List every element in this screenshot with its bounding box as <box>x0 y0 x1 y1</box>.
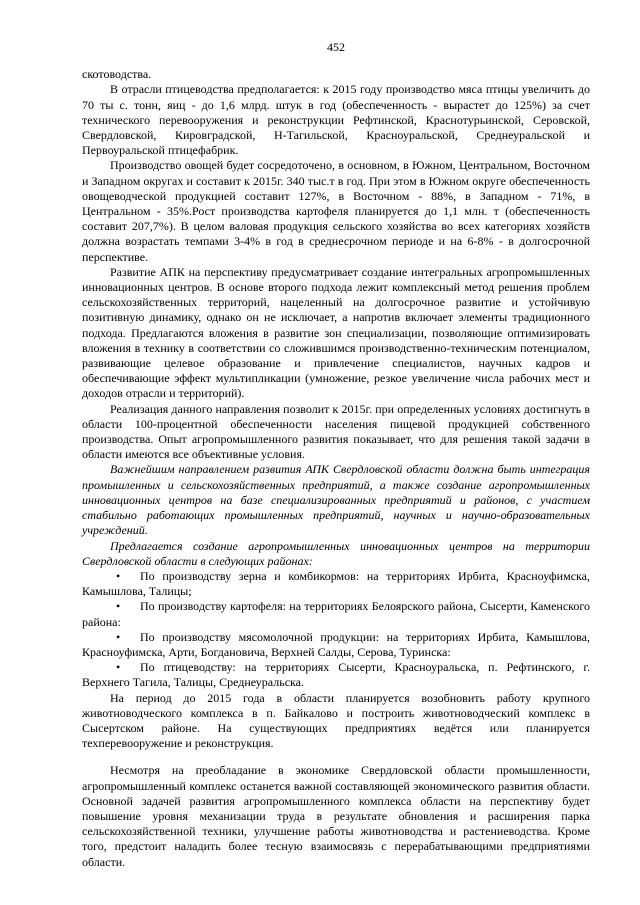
paragraph-implementation: Реализация данного направления позволит к 2015г. при определенных условиях достигнуть в области 100-процентной обеспеченности населения пищевой продукцией собственного производства. Опыт агропромышленного развития показывает, что для решения такой задачи в области имеются все объективные условия. <box>82 401 590 462</box>
paragraph-livestock-complex: На период до 2015 года в области планируется возобновить работу крупного животноводческого комплекса в п. Байкалово и построить животноводческий комплекс в Сысертском районе. На существующих предприятиях ведётся или планируется техперевооружение и реконструкция. <box>82 690 590 751</box>
page-number: 452 <box>327 40 345 54</box>
bullet-text: По производству мясомолочной продукции: на территориях Ирбита, Камышлова, Красноуфимска, Арти, Богдановича, Верхней Салды, Серова, Туринска: <box>82 629 590 659</box>
bullet-icon: • <box>116 568 121 583</box>
bullet-item-potato <box>82 599 590 629</box>
bullet-icon: • <box>116 599 121 614</box>
bullet-item-poultry <box>82 660 590 690</box>
bullet-text: По производству картофеля: на территориях Белоярского района, Сысерти, Каменского района: <box>82 599 590 629</box>
bullet-text: По птицеводству: на территориях Сысерти, Красноуральска, п. Рефтинского, г. Верхнего Тагила, Талицы, Среднеуральска. <box>82 660 590 690</box>
paragraph-centers-intro: Предлагается создание агропромышленных инновационных центров на территории Свердловской области в следующих районах: <box>82 538 590 568</box>
bullet-icon: • <box>116 629 121 644</box>
paragraph-vegetables: Производство овощей будет сосредоточено, в основном, в Южном, Центральном, Восточном и Западном округах и составит к 2015г. 340 тыс.т в год. При этом в Южном округе обеспеченность овощеводческой продукцией составит 127%, в Восточном - 88%, в Западном - 71%, в Центральном - 35%.Рост производства картофеля планируется до 1,1 млн. т (обеспеченность составит 207,7%). В целом валовая продукция сельского хозяйства во всех категориях хозяйств должна возрастать темпами 3-4% в год в среднесрочном периоде и на 6-8% - в долгосрочной перспективе. <box>82 158 590 264</box>
bullet-item-grain <box>82 569 590 599</box>
paragraph-conclusion: Несмотря на преобладание в экономике Свердловской области промышленности, агропромышленный комплекс останется важной составляющей экономического развития области. Основной задачей развития агропромышленного комплекса области на перспективу будет повышение уровня механизации труда в результате обновления и расширения парка сельскохозяйственной техники, улучшение работы животноводства и растениеводства. Кроме того, предстоит наладить более тесную взаимосвязь с перерабатывающими предприятиями области. <box>82 763 590 869</box>
paragraph-poultry: В отрасли птицеводства предполагается: к 2015 году производство мяса птицы увеличить до 70 ты с. тонн, яиц - до 1,6 млрд. штук в год (обеспеченность - вырастет до 125%) за счет технического перевооружения и реконструкции Рефтинской, Краснотурьинской, Серовской, Свердловской, Кировградской, Н-Тагильской, Красноуральской, Среднеуральской и Первоуральской птицефабрик. <box>82 82 590 158</box>
paragraph-continuation: скотоводства. <box>82 67 152 82</box>
bullet-text: По производству зерна и комбикормов: на территориях Ирбита, Красноуфимска, Камышлова, Талицы; <box>82 568 590 599</box>
bullet-item-meat-dairy <box>82 630 590 660</box>
paragraph-apk-development: Развитие АПК на перспективу предусматривает создание интегральных агропромышленных инновационных центров. В основе второго подхода лежит комплексный метод решения проблем сельскохозяйственных территорий, нацеленный на долгосрочное развитие и устойчивую позитивную динамику, однако он не исключает, а напротив включает элементы традиционного подхода. Предлагаются вложения в развитие зон специализации, позволяющие оптимизировать вложения в технику в соответствии со сложившимся производственно-техническим потенциалом, развивающие целевое образование и привлечение специалистов, научных кадров и обеспечивающие эффект мультипликации (умножение, резкое увеличение числа рабочих мест и доходов отрасли и территорий). <box>82 264 590 401</box>
bullet-icon: • <box>116 660 121 675</box>
paragraph-integration: Важнейшим направлением развития АПК Свердловской области должна быть интеграция промышленных и сельскохозяйственных предприятий, а также создание агропромышленных инновационных центров на базе специализированных предприятий и районов, с участием стабильно работающих промышленных предприятий, научных и научно-образовательных учреждений. <box>82 462 590 538</box>
